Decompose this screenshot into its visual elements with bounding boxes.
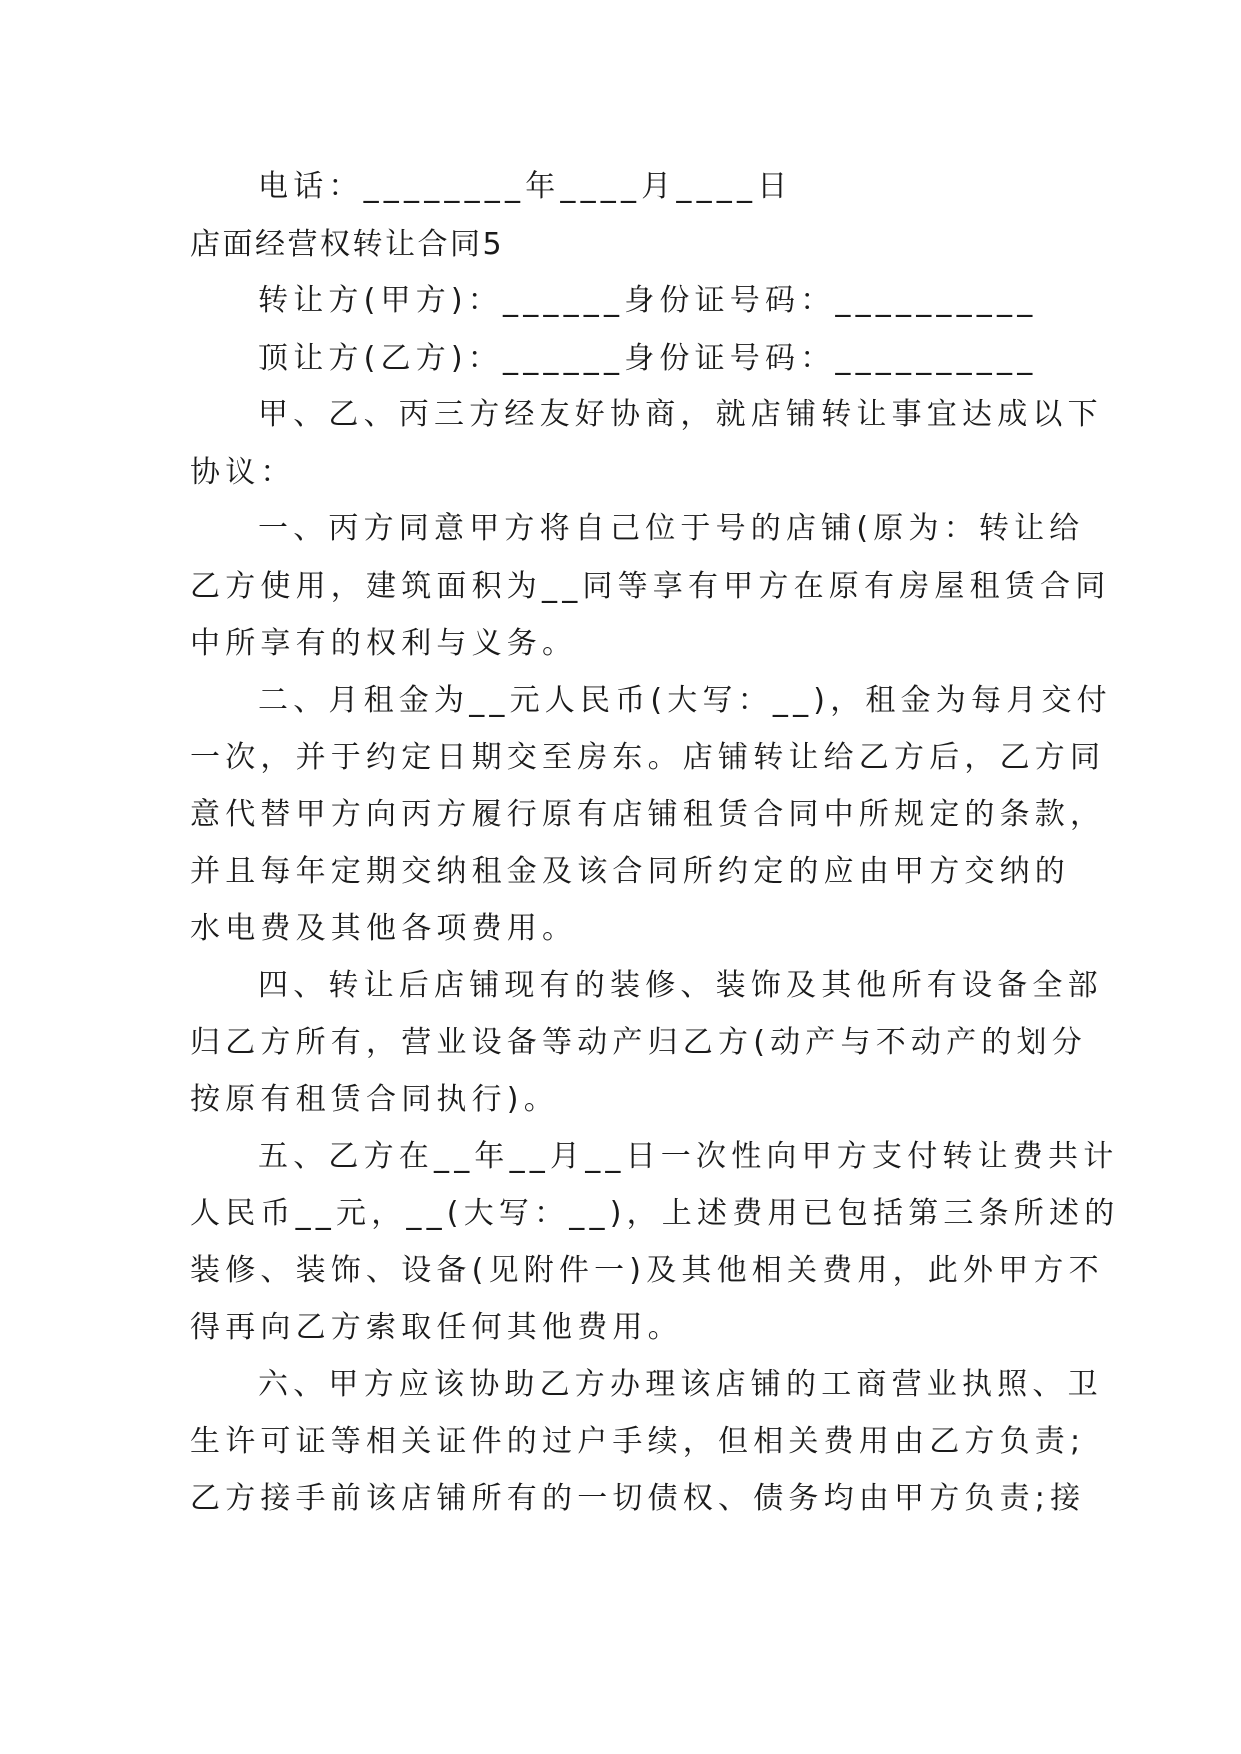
clause-line: 五、乙方在__年__月__日一次性向甲方支付转让费共计	[258, 1139, 1119, 1174]
transferee-line: 顶让方(乙方)：______身份证号码：__________	[258, 341, 1038, 376]
clause-line: 装修、装饰、设备(见附件一)及其他相关费用，此外甲方不	[190, 1253, 1104, 1288]
clause-line: 一、丙方同意甲方将自己位于号的店铺(原为：转让给	[258, 511, 1085, 546]
contract-title: 店面经营权转让合同5	[190, 227, 505, 262]
clause-line: 按原有租赁合同执行)。	[190, 1082, 559, 1117]
clause-line: 六、甲方应该协助乙方办理该店铺的工商营业执照、卫	[258, 1367, 1103, 1402]
clause-line: 生许可证等相关证件的过户手续，但相关费用由乙方负责;	[190, 1424, 1086, 1459]
clause-line: 乙方使用，建筑面积为__同等享有甲方在原有房屋租赁合同	[190, 569, 1111, 604]
clause-line: 并且每年定期交纳租金及该合同所约定的应由甲方交纳的	[190, 854, 1070, 889]
clause-line: 乙方接手前该店铺所有的一切债权、债务均由甲方负责;接	[190, 1481, 1086, 1516]
phone-date-line: 电话：________年____月____日	[258, 169, 793, 204]
clause-line: 中所享有的权利与义务。	[190, 626, 578, 661]
clause-line: 一次，并于约定日期交至房东。店铺转让给乙方后，乙方同	[190, 740, 1106, 775]
clause-line: 得再向乙方索取任何其他费用。	[190, 1310, 683, 1345]
clause-line: 二、月租金为__元人民币(大写：__)，租金为每月交付	[258, 683, 1112, 718]
clause-line: 水电费及其他各项费用。	[190, 911, 578, 946]
paragraph-line: 协议：	[190, 455, 296, 490]
clause-line: 归乙方所有，营业设备等动产归乙方(动产与不动产的划分	[190, 1025, 1087, 1060]
clause-line: 人民币__元，__(大写：__)，上述费用已包括第三条所述的	[190, 1196, 1120, 1231]
clause-line: 四、转让后店铺现有的装修、装饰及其他所有设备全部	[258, 968, 1103, 1003]
paragraph-line: 甲、乙、丙三方经友好协商，就店铺转让事宜达成以下	[258, 397, 1103, 432]
clause-line: 意代替甲方向丙方履行原有店铺租赁合同中所规定的条款，	[190, 797, 1106, 832]
transferor-line: 转让方(甲方)：______身份证号码：__________	[258, 283, 1038, 318]
